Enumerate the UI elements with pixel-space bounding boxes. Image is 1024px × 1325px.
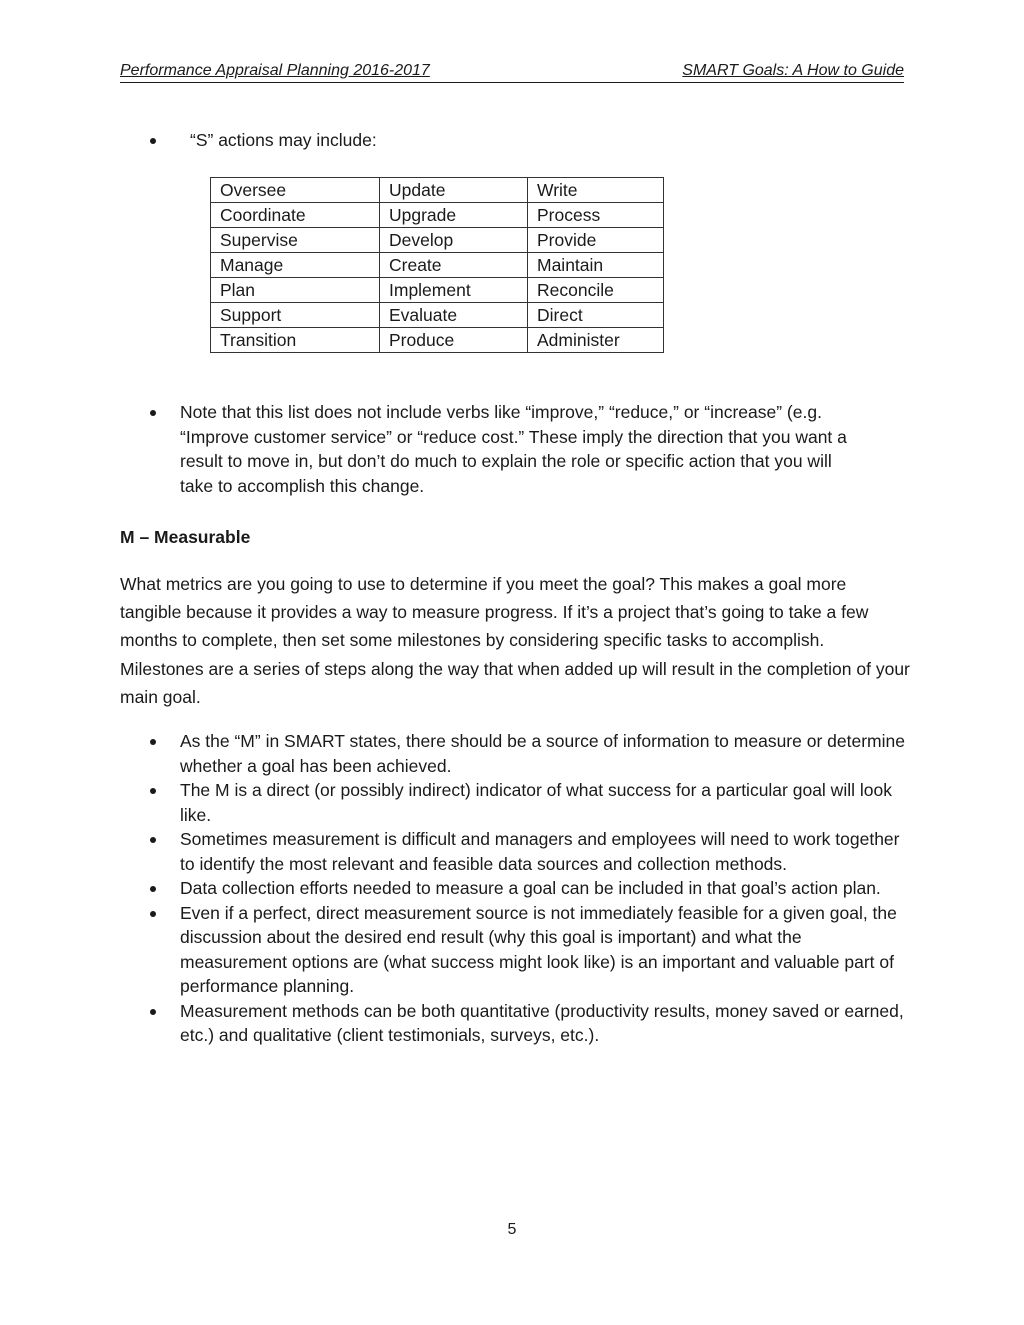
note-line: Note that this list does not include verbs like “improve,” “reduce,” or “increase” (e.g. [180, 402, 822, 422]
table-cell: Provide [528, 228, 664, 253]
bullet-icon [150, 739, 156, 745]
s-actions-table [210, 177, 664, 353]
list-item [180, 876, 910, 901]
table-cell: Coordinate [211, 203, 380, 228]
s-actions-intro: “S” actions may include: [190, 130, 377, 150]
table-cell: Create [380, 253, 528, 278]
table-cell: Maintain [528, 253, 664, 278]
table-cell: Manage [211, 253, 380, 278]
table-cell: Oversee [211, 178, 380, 203]
measurable-bullet-list [180, 729, 910, 1048]
table-cell: Update [380, 178, 528, 203]
table-cell: Direct [528, 303, 664, 328]
bullet-icon [150, 138, 156, 144]
table-row [211, 253, 664, 278]
list-item-text: Data collection efforts needed to measure a goal can be included in that goal’s action plan. [180, 878, 881, 898]
bullet-icon [150, 911, 156, 917]
bullet-icon [150, 886, 156, 892]
table-row [211, 303, 664, 328]
table-cell: Transition [211, 328, 380, 353]
table-cell: Reconcile [528, 278, 664, 303]
section-heading: M – Measurable [120, 527, 251, 547]
table-cell: Develop [380, 228, 528, 253]
list-item [180, 901, 910, 999]
note-line: “Improve customer service” or “reduce cost.” These imply the direction that you want a [180, 426, 847, 447]
list-item-text: Sometimes measurement is difficult and managers and employees will need to work together to identify the most relevant and feasible data sources and collection methods. [180, 829, 900, 874]
measurable-paragraph: What metrics are you going to use to determine if you meet the goal? This makes a goal more tangible because it provides a way to measure progress. If it’s a project that’s going to take a few months to complete, then set some milestones by considering specific tasks to accomplish. Milestones are a series of steps along the way that when added up will result in the completion of your main goal. [120, 574, 910, 707]
table-row [211, 203, 664, 228]
note-line: take to accomplish this change. [180, 475, 425, 496]
table-cell: Evaluate [380, 303, 528, 328]
table-cell: Administer [528, 328, 664, 353]
header-title-right: SMART Goals: A How to Guide [682, 62, 904, 79]
list-item-text: As the “M” in SMART states, there should be a source of information to measure or determine whether a goal has been achieved. [180, 731, 905, 776]
page-number: 5 [507, 1221, 517, 1238]
table-cell: Support [211, 303, 380, 328]
note-text [180, 400, 910, 498]
table-row [211, 178, 664, 203]
page-header [120, 60, 904, 83]
note-line: result to move in, but don’t do much to explain the role or specific action that you will [180, 451, 832, 471]
list-item [180, 999, 910, 1048]
list-item [180, 827, 910, 876]
table-cell: Implement [380, 278, 528, 303]
table-cell: Process [528, 203, 664, 228]
table-row [211, 228, 664, 253]
list-item-text: The M is a direct (or possibly indirect) indicator of what success for a particular goal will look like. [180, 780, 892, 825]
list-item-text: Measurement methods can be both quantitative (productivity results, money saved or earned, etc.) and qualitative (client testimonials, surveys, etc.). [180, 1000, 904, 1045]
table-cell: Plan [211, 278, 380, 303]
list-item [180, 729, 910, 778]
header-title-left: Performance Appraisal Planning 2016-2017 [120, 62, 430, 79]
bullet-icon [150, 788, 156, 794]
table-row [211, 278, 664, 303]
table-cell: Produce [380, 328, 528, 353]
bullet-icon [150, 410, 156, 416]
bullet-icon [150, 1009, 156, 1015]
table-cell: Supervise [211, 228, 380, 253]
table-cell: Write [528, 178, 664, 203]
list-item [180, 778, 910, 827]
bullet-icon [150, 837, 156, 843]
table-row [211, 328, 664, 353]
table-cell: Upgrade [380, 203, 528, 228]
list-item-text: Even if a perfect, direct measurement source is not immediately feasible for a given goal, the discussion about the desired end result (why this goal is important) and what the measurement options are (what success might look like) is an important and valuable part of performance planning. [180, 902, 897, 996]
